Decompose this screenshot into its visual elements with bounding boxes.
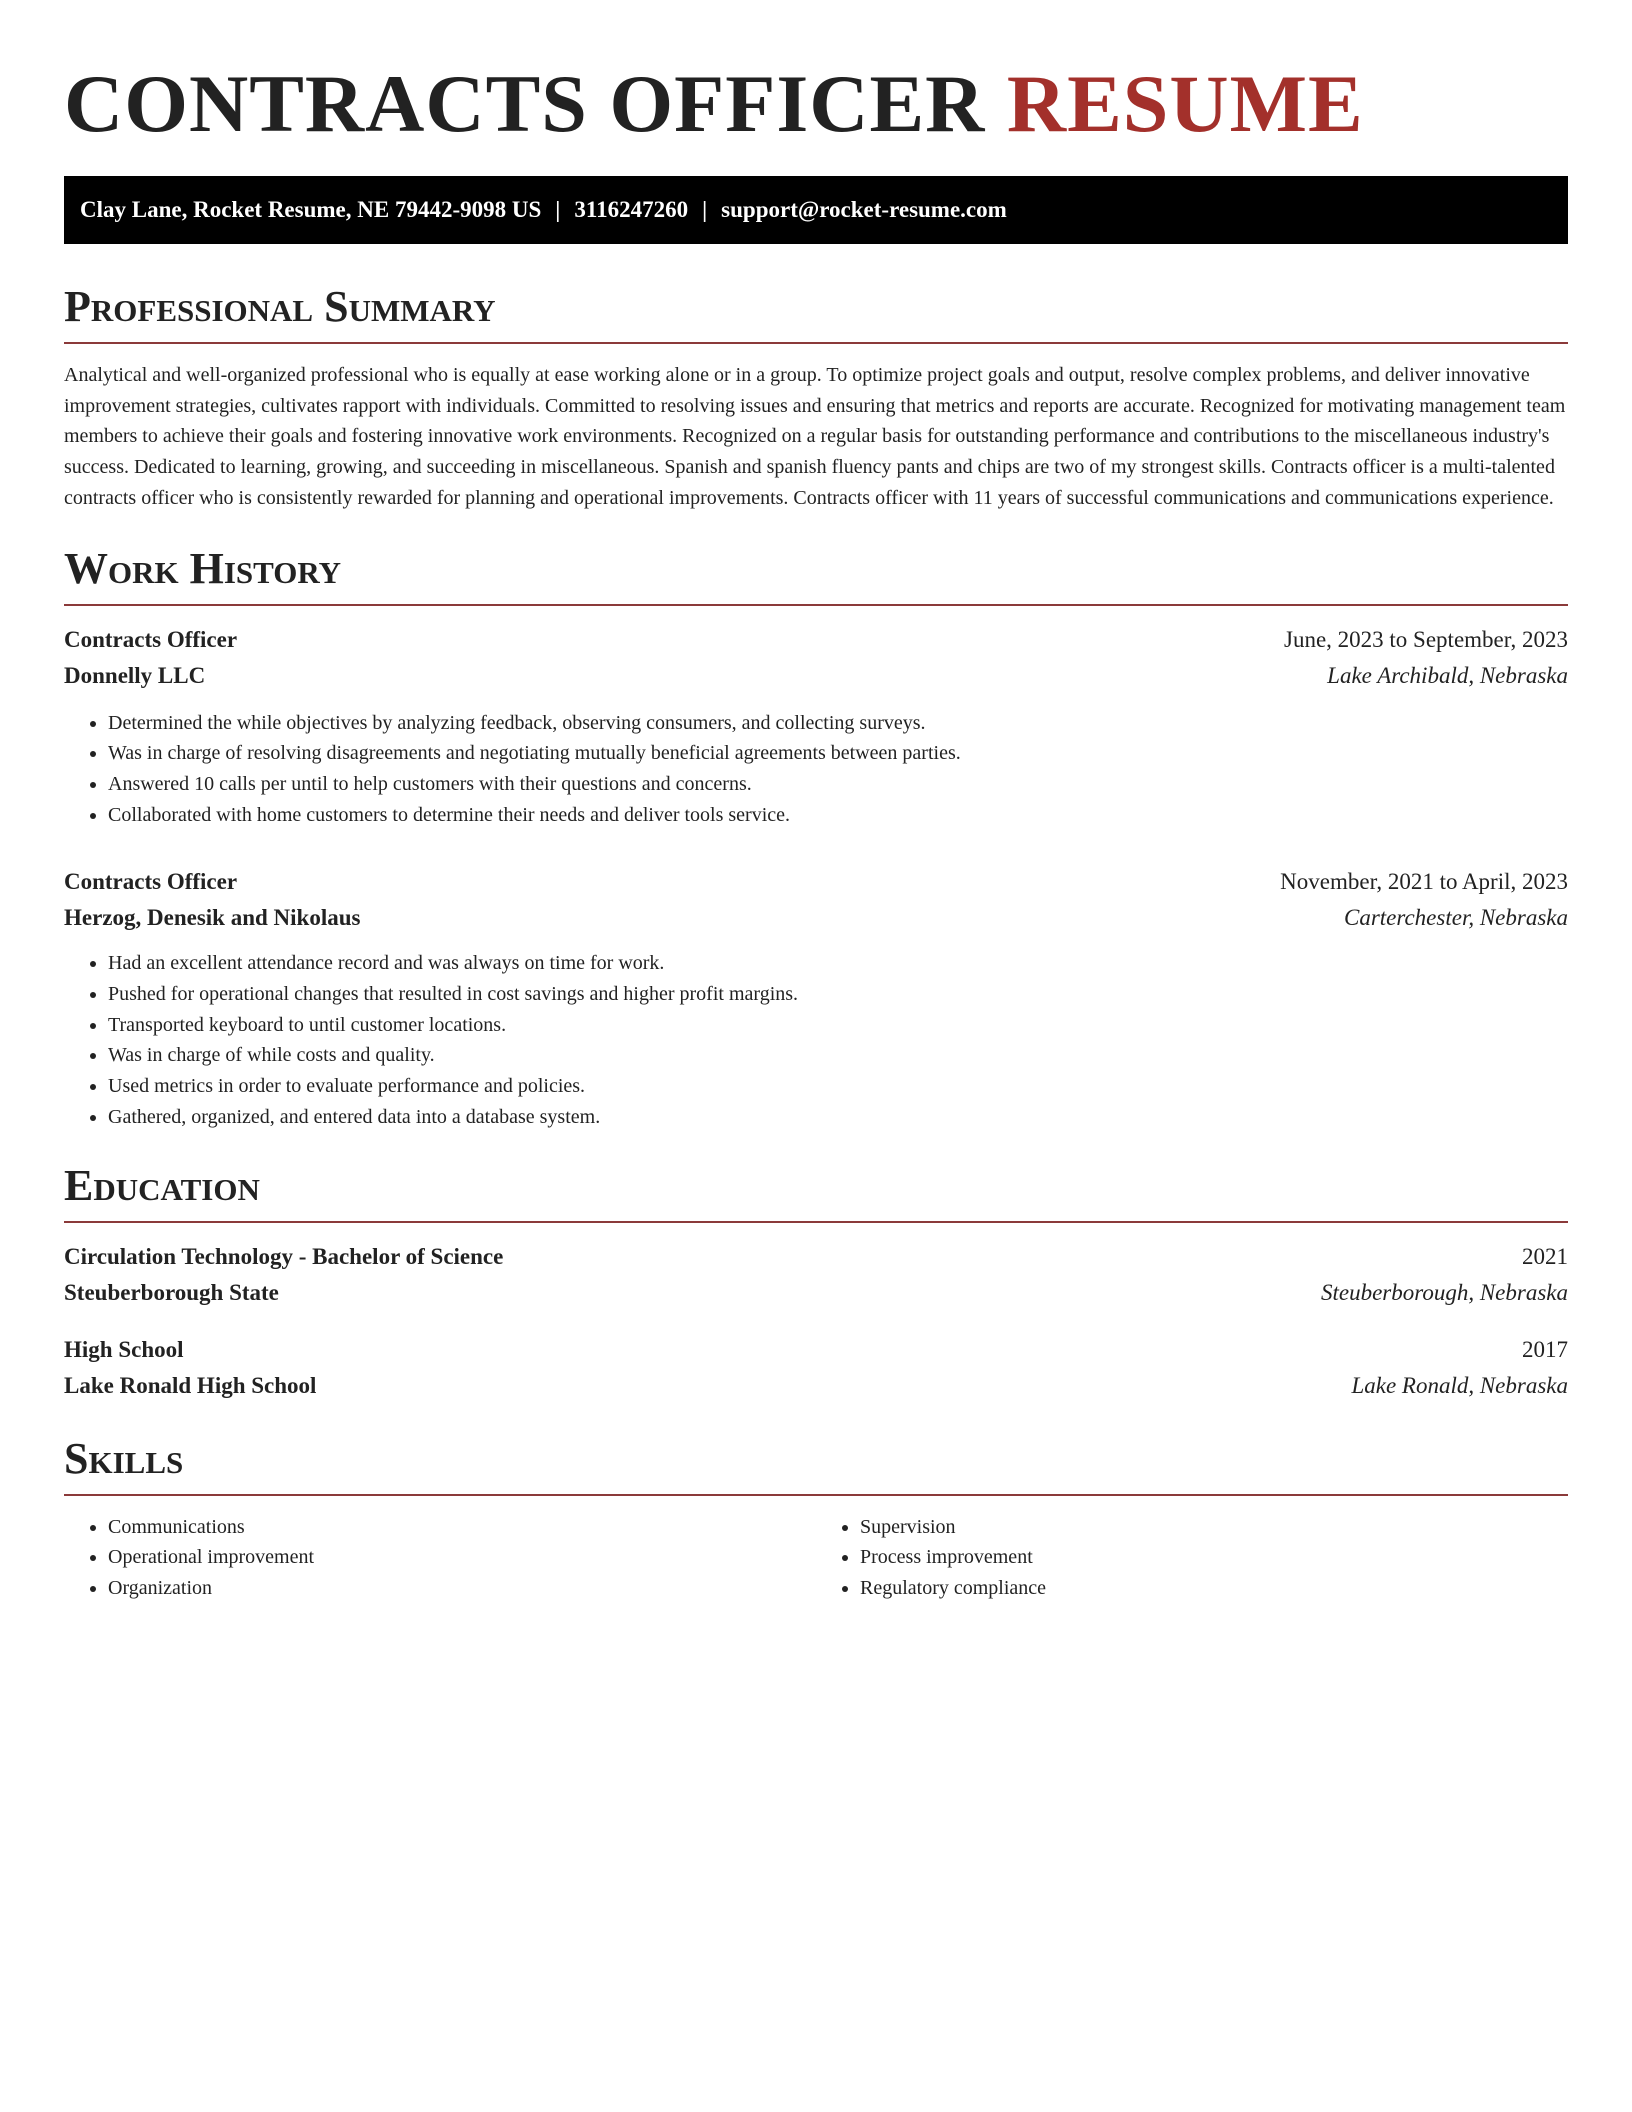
contact-email: support@rocket-resume.com <box>721 197 1007 222</box>
job-location: Carterchester, Nebraska <box>1343 905 1568 931</box>
list-item: • Determined the while objectives by analyzing feedback, observing consumers, and collecting surveys. <box>108 708 1568 739</box>
education-degree: Circulation Technology - Bachelor of Science <box>64 1243 504 1269</box>
education-entry <box>64 1239 1568 1311</box>
job-company-row <box>64 900 1568 936</box>
contact-phone: 3116247260 <box>574 197 689 222</box>
skills-list-right <box>816 1512 1568 1604</box>
education-section <box>64 1161 1568 1404</box>
list-item: • Used metrics in order to evaluate performance and policies. <box>108 1071 1568 1102</box>
contact-bar <box>64 176 1568 244</box>
job-title: Contracts Officer <box>64 869 238 895</box>
list-item: • Pushed for operational changes that resulted in cost savings and higher profit margins. <box>108 979 1568 1010</box>
section-divider <box>64 342 1568 344</box>
education-entry <box>64 1332 1568 1404</box>
contact-address: Clay Lane, Rocket Resume, NE 79442-9098 US <box>80 197 542 222</box>
section-divider <box>64 1221 1568 1223</box>
title-accent: RESUME <box>1006 58 1364 149</box>
skill-item: • Communications <box>108 1512 816 1543</box>
education-year: 2017 <box>1522 1336 1568 1362</box>
contact-separator: | <box>702 197 708 222</box>
section-divider <box>64 604 1568 606</box>
job-header-row <box>64 622 1568 658</box>
job-dates: November, 2021 to April, 2023 <box>1280 869 1568 895</box>
summary-text: Analytical and well-organized professional who is equally at ease working alone or in a group. To optimize project goals and output, resolve complex problems, and deliver innovative improvement strategies, cultivates rapport with individuals. Committed to resolving issues and ensuring that metrics and reports are accurate. Recognized for motivating management team members to achieve their goals and fostering innovative work environments. Recognized on a regular basis for outstanding performance and contributions to the miscellaneous industry's success. Dedicated to learning, growing, and succeeding in miscellaneous. Spanish and spanish fluency pants and chips are two of my strongest skills. Contracts officer is a multi-talented contracts officer who is consistently rewarded for planning and operational improvements. Contracts officer with 11 years of successful communications and communications experience. <box>64 364 1566 509</box>
section-divider <box>64 1494 1568 1496</box>
list-item: • Collaborated with home customers to determine their needs and deliver tools service. <box>108 800 1568 831</box>
education-school: Lake Ronald High School <box>64 1372 317 1398</box>
education-school-row <box>64 1368 1568 1404</box>
skill-item: • Process improvement <box>860 1542 1568 1573</box>
job-company-row <box>64 658 1568 694</box>
skills-heading: Skills <box>64 1433 184 1483</box>
contact-separator: | <box>555 197 561 222</box>
job-title: Contracts Officer <box>64 626 238 652</box>
summary-heading: Professional Summary <box>64 282 496 331</box>
page-title <box>64 0 1568 150</box>
job-entry <box>64 864 1568 1132</box>
education-location: Steuberborough, Nebraska <box>1320 1279 1568 1305</box>
list-item: • Answered 10 calls per until to help customers with their questions and concerns. <box>108 769 1568 800</box>
title-main: CONTRACTS OFFICER <box>64 58 986 149</box>
list-item: • Was in charge of resolving disagreements and negotiating mutually beneficial agreements between parties. <box>108 738 1568 769</box>
job-dates: June, 2023 to September, 2023 <box>1284 626 1568 652</box>
skills-section <box>64 1434 1568 1604</box>
list-item: • Had an excellent attendance record and was always on time for work. <box>108 948 1568 979</box>
list-item: • Was in charge of while costs and quality. <box>108 1040 1568 1071</box>
skill-item: • Operational improvement <box>108 1542 816 1573</box>
list-item: • Transported keyboard to until customer locations. <box>108 1010 1568 1041</box>
education-location: Lake Ronald, Nebraska <box>1351 1372 1568 1398</box>
job-duties <box>64 948 1568 1132</box>
work-section <box>64 544 1568 1133</box>
skill-item: • Regulatory compliance <box>860 1573 1568 1604</box>
education-heading: Education <box>64 1160 260 1210</box>
skills-columns <box>64 1512 1568 1604</box>
job-header-row <box>64 864 1568 900</box>
education-degree: High School <box>64 1336 184 1362</box>
skill-item: • Supervision <box>860 1512 1568 1543</box>
education-school-row <box>64 1275 1568 1311</box>
skill-item: • Organization <box>108 1573 816 1604</box>
job-location: Lake Archibald, Nebraska <box>1327 662 1568 688</box>
job-entry <box>64 622 1568 831</box>
job-company: Herzog, Denesik and Nikolaus <box>64 905 361 931</box>
job-duties <box>64 708 1568 831</box>
job-company: Donnelly LLC <box>64 662 206 688</box>
education-degree-row <box>64 1239 1568 1275</box>
work-heading: Work History <box>64 543 342 593</box>
skills-list-left <box>64 1512 816 1604</box>
education-degree-row <box>64 1332 1568 1368</box>
list-item: • Gathered, organized, and entered data into a database system. <box>108 1102 1568 1133</box>
summary-section <box>64 282 1568 514</box>
education-school: Steuberborough State <box>64 1279 279 1305</box>
education-year: 2021 <box>1522 1243 1568 1269</box>
